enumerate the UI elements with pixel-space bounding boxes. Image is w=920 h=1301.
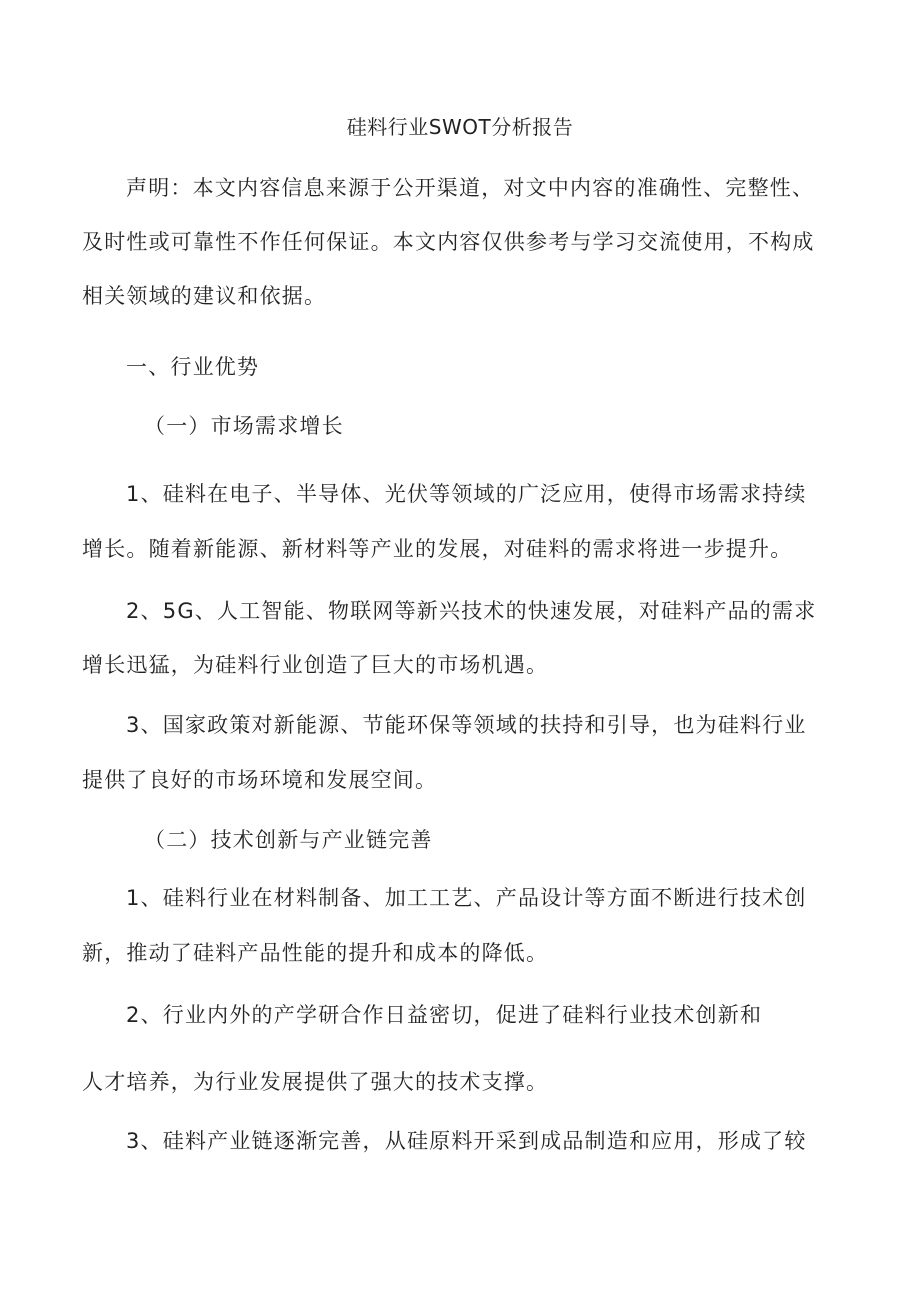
disclaimer-line: 声明：本文内容信息来源于公开渠道，对文中内容的准确性、完整性、 (126, 176, 815, 200)
section-heading: 一、行业优势 (126, 355, 260, 379)
paragraph-line: 1、硅料行业在材料制备、加工工艺、产品设计等方面不断进行技术创 (126, 886, 807, 910)
paragraph-line: 增长。随着新能源、新材料等产业的发展，对硅料的需求将进一步提升。 (82, 537, 793, 561)
paragraph-line: 增长迅猛，为硅料行业创造了巨大的市场机遇。 (82, 653, 549, 677)
paragraph-line: 3、国家政策对新能源、节能环保等领域的扶持和引导，也为硅料行业 (126, 713, 807, 737)
subsection-heading: （二）技术创新与产业链完善 (144, 828, 433, 852)
document-title: 硅料行业SWOT分析报告 (346, 115, 574, 139)
paragraph-line: 2、5G、人工智能、物联网等新兴技术的快速发展，对硅料产品的需求 (126, 599, 817, 623)
subsection-heading: （一）市场需求增长 (144, 414, 344, 438)
paragraph-line: 人才培养，为行业发展提供了强大的技术支撑。 (82, 1070, 549, 1094)
paragraph-line: 1、硅料在电子、半导体、光伏等领域的广泛应用，使得市场需求持续 (126, 482, 807, 506)
disclaimer-line: 相关领域的建议和依据。 (82, 284, 327, 308)
paragraph-line: 3、硅料产业链逐渐完善，从硅原料开采到成品制造和应用，形成了较 (126, 1129, 807, 1153)
paragraph-line: 2、行业内外的产学研合作日益密切，促进了硅料行业技术创新和 (126, 1003, 763, 1027)
paragraph-line: 提供了良好的市场环境和发展空间。 (82, 768, 438, 792)
disclaimer-line: 及时性或可靠性不作任何保证。本文内容仅供参考与学习交流使用，不构成 (82, 230, 815, 254)
paragraph-line: 新，推动了硅料产品性能的提升和成本的降低。 (82, 941, 549, 965)
